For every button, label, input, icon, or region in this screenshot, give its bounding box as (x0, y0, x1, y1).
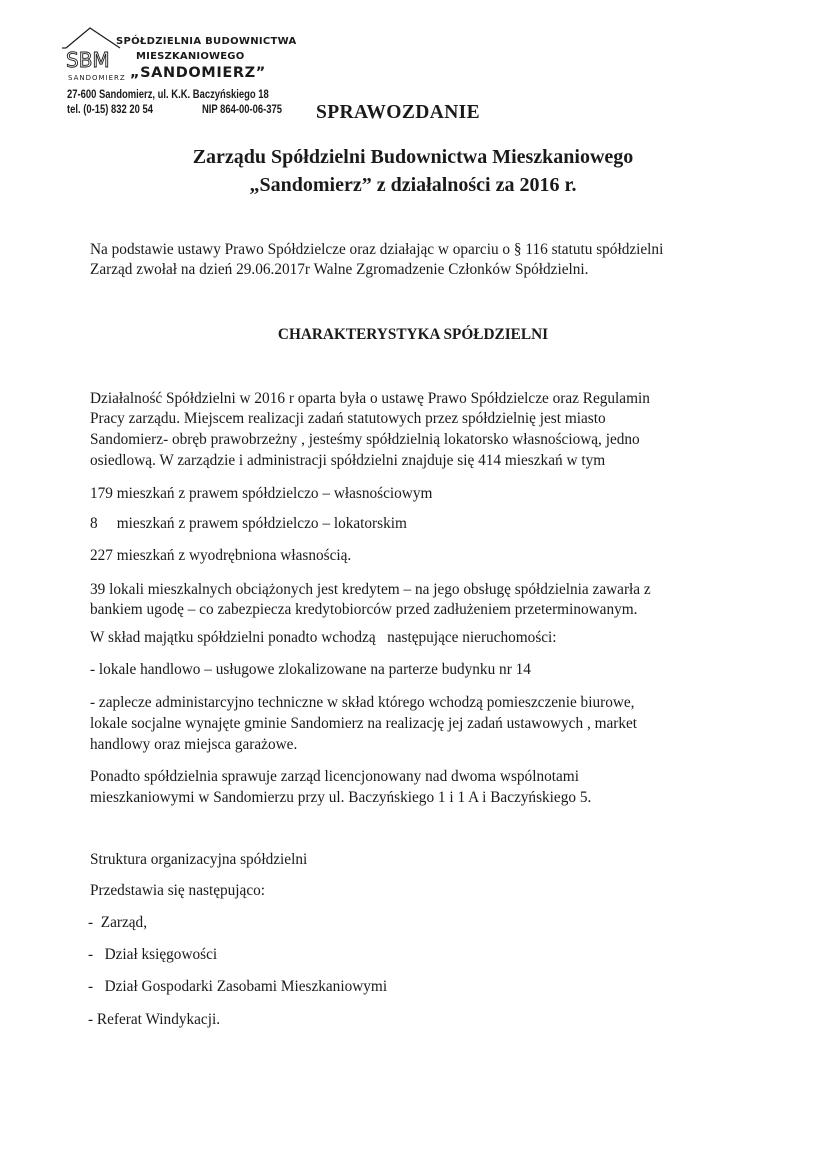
characteristics-line: Działalność Spółdzielni w 2016 r oparta była o ustawę Prawo Spółdzielcze oraz Regulamin (90, 390, 650, 407)
asset-item: - lokale handlowo – usługowe zlokalizowane na parterze budynku nr 14 (90, 661, 531, 678)
org-name-line3: „SANDOMIERZ” (130, 65, 266, 81)
count-line: 8 mieszkań z prawem spółdzielczo – lokatorskim (90, 515, 407, 532)
intro-line: Na podstawie ustawy Prawo Spółdzielcze oraz działając w oparciu o § 116 statutu spółdzielni (90, 241, 664, 258)
characteristics-line: Sandomierz- obręb prawobrzeżny , jesteśmy spółdzielnią lokatorsko własnościową, jedno (90, 431, 640, 448)
structure-item: - Dział księgowości (88, 946, 218, 963)
assets-intro: W skład majątku spółdzielni ponadto wchodzą następujące nieruchomości: (90, 629, 557, 646)
structure-intro: Przedstawia się następująco: (90, 882, 266, 899)
count-line: 179 mieszkań z prawem spółdzielczo – własnościowym (90, 485, 433, 502)
document-label: SPRAWOZDANIE (316, 102, 481, 123)
logo-place: SANDOMIERZ (68, 74, 126, 82)
structure-item: - Referat Windykacji. (88, 1011, 221, 1028)
structure-item: - Dział Gospodarki Zasobami Mieszkaniowymi (88, 978, 388, 995)
asset-item: - zaplecze administarcyjno techniczne w skład którego wchodzą pomieszczenie biurowe, (90, 694, 635, 711)
org-nip: NIP 864-00-06-375 (202, 104, 283, 116)
org-name-line2: MIESZKANIOWEGO (136, 51, 245, 62)
section-heading: CHARAKTERYSTYKA SPÓŁDZIELNI (277, 326, 549, 343)
structure-item: - Zarząd, (88, 914, 148, 931)
intro-line: Zarząd zwołał na dzień 29.06.2017r Walne Zgromadzenie Członków Spółdzielni. (90, 261, 589, 278)
org-address: 27-600 Sandomierz, ul. K.K. Baczyńskiego 18 (67, 89, 269, 101)
document-title-line1: Zarządu Spółdzielni Budownictwa Mieszkaniowego (192, 146, 634, 168)
management-line: mieszkaniowymi w Sandomierzu przy ul. Baczyńskiego 1 i 1 A i Baczyńskiego 5. (90, 789, 592, 806)
characteristics-line: Pracy zarządu. Miejscem realizacji zadań statutowych przez spółdzielnię jest miasto (90, 410, 606, 427)
org-name-line1: SPÓŁDZIELNIA BUDOWNICTWA (116, 36, 297, 47)
asset-item: lokale socjalne wynajęte gminie Sandomierz na realizację jej zadań ustawowych , market (90, 715, 638, 732)
org-phone: tel. (0-15) 832 20 54 (67, 104, 153, 116)
count-line: 227 mieszkań z wyodrębniona własnością. (90, 547, 352, 564)
structure-heading: Struktura organizacyjna spółdzielni (90, 851, 308, 868)
document-title-line2: „Sandomierz” z działalności za 2016 r. (249, 174, 577, 196)
credit-line: 39 lokali mieszkalnych obciążonych jest kredytem – na jego obsługę spółdzielnia zawarła z (90, 581, 651, 598)
logo-roof-icon (66, 28, 120, 48)
characteristics-line: osiedlową. W zarządzie i administracji spółdzielni znajduje się 414 mieszkań w tym (90, 452, 606, 469)
logo-initials: SBM (66, 48, 110, 72)
asset-item: handlowy oraz miejsca garażowe. (90, 736, 298, 753)
management-line: Ponadto spółdzielnia sprawuje zarząd licencjonowany nad dwoma wspólnotami (90, 768, 579, 785)
credit-line: bankiem ugodę – co zabezpiecza kredytobiorców przed zadłużeniem przeterminowanym. (90, 601, 638, 618)
